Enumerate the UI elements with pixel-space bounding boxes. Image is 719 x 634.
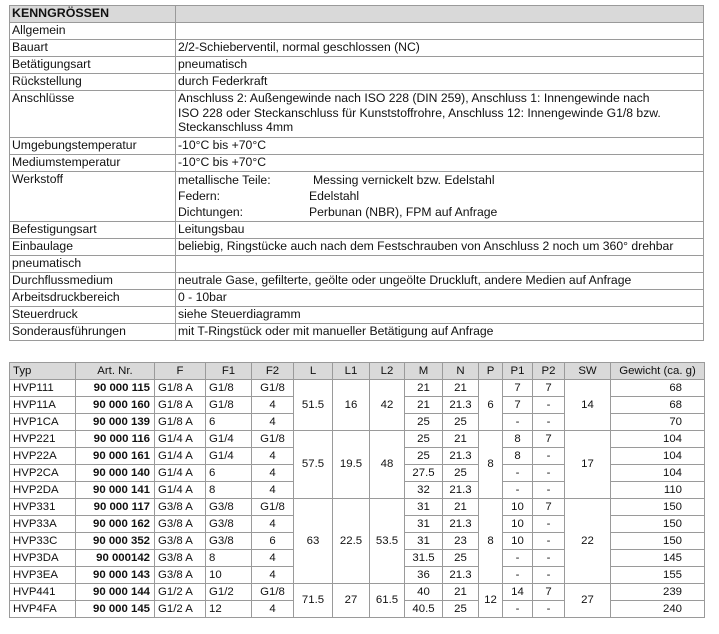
n-cell: 21.3 [443,567,479,584]
m-cell: 27.5 [405,465,443,482]
article-number-cell: 90 000 140 [76,465,155,482]
l2-cell: 61.5 [370,584,405,618]
article-number-cell: 90 000 352 [76,533,155,550]
m-cell: 25 [405,431,443,448]
article-number-cell: 90 000 116 [76,431,155,448]
property-label: Betätigungsart [10,57,176,74]
type-cell: HVP331 [10,499,76,516]
f2-cell: 4 [252,516,294,533]
f1-cell: 6 [206,414,252,431]
property-row [10,290,704,307]
properties-table [9,5,704,341]
type-cell: HVP441 [10,584,76,601]
article-number-cell: 90 000 117 [76,499,155,516]
column-header: M [405,363,443,380]
l-cell: 51.5 [294,380,333,431]
f-cell: G1/8 A [155,397,206,414]
p2-cell: - [533,516,565,533]
article-number-cell: 90 000 141 [76,482,155,499]
l-cell: 71.5 [294,584,333,618]
property-value-line: Steckanschluss 4mm [178,120,294,135]
p1-cell: - [503,601,533,618]
p2-cell: - [533,550,565,567]
property-label: Einbaulage [10,239,176,256]
p2-cell: 7 [533,380,565,397]
l1-cell: 16 [333,380,370,431]
p1-cell: - [503,482,533,499]
material-key: metallische Teile: [178,173,271,187]
p1-cell: - [503,465,533,482]
n-cell: 23 [443,533,479,550]
property-row [10,40,704,57]
p2-cell: 7 [533,431,565,448]
property-row [10,91,704,138]
f1-cell: 10 [206,567,252,584]
f2-cell: G1/8 [252,380,294,397]
f2-cell: 4 [252,567,294,584]
m-cell: 32 [405,482,443,499]
type-cell: HVP4FA [10,601,76,618]
weight-cell: 104 [611,465,705,482]
material-value: Perbunan (NBR), FPM auf Anfrage [309,205,498,219]
property-value: 0 - 10bar [176,290,704,307]
weight-cell: 110 [611,482,705,499]
property-row [10,57,704,74]
l2-cell: 48 [370,431,405,499]
material-value: Edelstahl [309,189,360,203]
n-cell: 21.3 [443,397,479,414]
material-line [178,172,703,188]
table-row [10,499,705,516]
p-cell: 8 [479,499,503,584]
p1-cell: - [503,550,533,567]
p-cell: 12 [479,584,503,618]
l-cell: 63 [294,499,333,584]
property-row [10,239,704,256]
property-label: Arbeitsdruckbereich [10,290,176,307]
f-cell: G1/4 A [155,448,206,465]
weight-cell: 240 [611,601,705,618]
weight-cell: 68 [611,380,705,397]
f2-cell: 4 [252,414,294,431]
column-header: L1 [333,363,370,380]
sw-cell: 27 [565,584,611,618]
property-label: Steuerdruck [10,307,176,324]
p2-cell: - [533,482,565,499]
m-cell: 36 [405,567,443,584]
property-row [10,155,704,172]
l1-cell: 27 [333,584,370,618]
property-row [10,172,704,222]
properties-header: KENNGRÖSSEN [10,6,176,23]
sw-cell: 17 [565,431,611,499]
type-cell: HVP1CA [10,414,76,431]
property-value [176,256,704,273]
column-header: Art. Nr. [76,363,155,380]
p1-cell: 10 [503,499,533,516]
property-value: durch Federkraft [176,74,704,91]
f2-cell: G1/8 [252,584,294,601]
l2-cell: 53.5 [370,499,405,584]
property-label: Rückstellung [10,74,176,91]
material-line [178,204,703,220]
weight-cell: 104 [611,431,705,448]
n-cell: 25 [443,414,479,431]
f-cell: G1/2 A [155,584,206,601]
property-value: pneumatisch [176,57,704,74]
f1-cell: G1/4 [206,431,252,448]
type-cell: HVP33C [10,533,76,550]
type-cell: HVP2CA [10,465,76,482]
table-row [10,431,705,448]
p1-cell: 8 [503,448,533,465]
f-cell: G3/8 A [155,516,206,533]
properties-section-row [10,23,704,40]
dimensions-table [9,362,705,618]
column-header: L2 [370,363,405,380]
f1-cell: G3/8 [206,499,252,516]
f1-cell: 8 [206,482,252,499]
type-cell: HVP11A [10,397,76,414]
weight-cell: 150 [611,499,705,516]
article-number-cell: 90 000 139 [76,414,155,431]
n-cell: 25 [443,465,479,482]
article-number-cell: 90 000 115 [76,380,155,397]
type-cell: HVP3EA [10,567,76,584]
weight-cell: 68 [611,397,705,414]
p2-cell: - [533,601,565,618]
property-value: siehe Steuerdiagramm [176,307,704,324]
n-cell: 25 [443,601,479,618]
p1-cell: 7 [503,380,533,397]
properties-section-empty [176,23,704,40]
column-header: L [294,363,333,380]
m-cell: 21 [405,397,443,414]
n-cell: 21 [443,499,479,516]
properties-header-row [10,6,704,23]
column-header: P2 [533,363,565,380]
f1-cell: G1/2 [206,584,252,601]
material-line [178,188,703,204]
f-cell: G3/8 A [155,550,206,567]
f1-cell: G1/8 [206,380,252,397]
m-cell: 31 [405,516,443,533]
type-cell: HVP221 [10,431,76,448]
type-cell: HVP2DA [10,482,76,499]
m-cell: 40 [405,584,443,601]
n-cell: 21 [443,380,479,397]
property-label: Anschlüsse [10,91,176,138]
property-label: pneumatisch [10,256,176,273]
property-label: Bauart [10,40,176,57]
article-number-cell: 90 000 161 [76,448,155,465]
f-cell: G3/8 A [155,499,206,516]
f-cell: G3/8 A [155,567,206,584]
f-cell: G1/4 A [155,465,206,482]
p2-cell: - [533,533,565,550]
property-label: Sonderausführungen [10,324,176,341]
l-cell: 57.5 [294,431,333,499]
material-key: Federn: [178,189,221,203]
n-cell: 21.3 [443,516,479,533]
property-row [10,256,704,273]
m-cell: 25 [405,448,443,465]
f2-cell: 4 [252,465,294,482]
p2-cell: - [533,414,565,431]
f-cell: G1/4 A [155,431,206,448]
property-value: Leitungsbau [176,222,704,239]
property-label: Befestigungsart [10,222,176,239]
material-value: Messing vernickelt bzw. Edelstahl [313,173,495,187]
type-cell: HVP111 [10,380,76,397]
f1-cell: G1/8 [206,397,252,414]
column-header: N [443,363,479,380]
f1-cell: 6 [206,465,252,482]
n-cell: 21.3 [443,448,479,465]
property-row [10,324,704,341]
column-header: F2 [252,363,294,380]
p1-cell: 8 [503,431,533,448]
f2-cell: 4 [252,550,294,567]
f1-cell: 12 [206,601,252,618]
property-value [176,172,704,222]
p1-cell: 10 [503,533,533,550]
m-cell: 21 [405,380,443,397]
article-number-cell: 90 000 162 [76,516,155,533]
m-cell: 31 [405,533,443,550]
weight-cell: 150 [611,533,705,550]
property-value-line: Anschluss 2: Außengewinde nach ISO 228 (DIN 259), Anschluss 1: Innengewinde nach [178,91,650,105]
property-value: beliebig, Ringstücke auch nach dem Festschrauben von Anschluss 2 noch um 360° drehbar [176,239,704,256]
f1-cell: G3/8 [206,516,252,533]
n-cell: 21 [443,431,479,448]
f1-cell: G3/8 [206,533,252,550]
weight-cell: 150 [611,516,705,533]
property-value: 2/2-Schieberventil, normal geschlossen (NC) [176,40,704,57]
property-row [10,222,704,239]
property-label: Werkstoff [10,172,176,222]
weight-cell: 70 [611,414,705,431]
article-number-cell: 90 000 144 [76,584,155,601]
f2-cell: G1/8 [252,499,294,516]
weight-cell: 239 [611,584,705,601]
f2-cell: 4 [252,482,294,499]
column-header: Typ [10,363,76,380]
n-cell: 21.3 [443,482,479,499]
property-row [10,74,704,91]
n-cell: 25 [443,550,479,567]
type-cell: HVP33A [10,516,76,533]
property-row [10,138,704,155]
article-number-cell: 90 000 160 [76,397,155,414]
f2-cell: 4 [252,448,294,465]
properties-section-label: Allgemein [10,23,176,40]
property-value-line: ISO 228 oder Steckanschluss für Kunststoffrohre, Anschluss 12: Innengewinde G1/8 bzw. [178,105,661,120]
p2-cell: 7 [533,584,565,601]
dimensions-header-row [10,363,705,380]
m-cell: 25 [405,414,443,431]
f2-cell: 4 [252,397,294,414]
l1-cell: 22.5 [333,499,370,584]
property-value: -10°C bis +70°C [176,138,704,155]
p-cell: 8 [479,431,503,499]
m-cell: 40.5 [405,601,443,618]
p2-cell: - [533,567,565,584]
property-value: mit T-Ringstück oder mit manueller Betätigung auf Anfrage [176,324,704,341]
table-row [10,584,705,601]
p1-cell: - [503,414,533,431]
property-row [10,307,704,324]
p1-cell: - [503,567,533,584]
f1-cell: G1/4 [206,448,252,465]
n-cell: 21 [443,584,479,601]
property-label: Mediumstemperatur [10,155,176,172]
column-header: P1 [503,363,533,380]
f2-cell: G1/8 [252,431,294,448]
property-row [10,273,704,290]
p1-cell: 14 [503,584,533,601]
property-value: -10°C bis +70°C [176,155,704,172]
f2-cell: 6 [252,533,294,550]
property-label: Durchflussmedium [10,273,176,290]
m-cell: 31.5 [405,550,443,567]
property-value [176,91,704,138]
column-header: SW [565,363,611,380]
column-header: P [479,363,503,380]
column-header: Gewicht (ca. g) [611,363,705,380]
sw-cell: 14 [565,380,611,431]
f-cell: G1/8 A [155,414,206,431]
f-cell: G1/2 A [155,601,206,618]
weight-cell: 155 [611,567,705,584]
p2-cell: 7 [533,499,565,516]
column-header: F1 [206,363,252,380]
p2-cell: - [533,397,565,414]
material-key: Dichtungen: [178,205,244,219]
article-number-cell: 90 000 145 [76,601,155,618]
l1-cell: 19.5 [333,431,370,499]
weight-cell: 104 [611,448,705,465]
p1-cell: 10 [503,516,533,533]
p1-cell: 7 [503,397,533,414]
properties-header-empty [176,6,704,23]
article-number-cell: 90 000 143 [76,567,155,584]
property-label: Umgebungstemperatur [10,138,176,155]
article-number-cell: 90 000142 [76,550,155,567]
f-cell: G1/8 A [155,380,206,397]
p2-cell: - [533,465,565,482]
p-cell: 6 [479,380,503,431]
f-cell: G3/8 A [155,533,206,550]
column-header: F [155,363,206,380]
type-cell: HVP3DA [10,550,76,567]
weight-cell: 145 [611,550,705,567]
type-cell: HVP22A [10,448,76,465]
f2-cell: 4 [252,601,294,618]
p2-cell: - [533,448,565,465]
table-row [10,380,705,397]
f-cell: G1/4 A [155,482,206,499]
l2-cell: 42 [370,380,405,431]
sw-cell: 22 [565,499,611,584]
property-value: neutrale Gase, gefilterte, geölte oder ungeölte Druckluft, andere Medien auf Anfrage [176,273,704,290]
f1-cell: 8 [206,550,252,567]
m-cell: 31 [405,499,443,516]
